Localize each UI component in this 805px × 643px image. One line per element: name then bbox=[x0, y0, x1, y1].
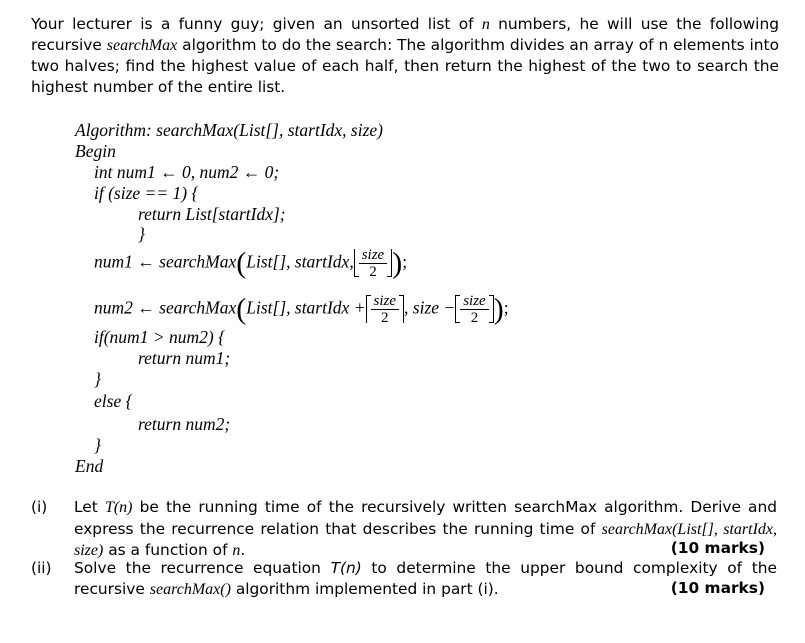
num2-args: List[], startIdx + bbox=[246, 297, 366, 318]
question-math: searchMax() bbox=[149, 580, 231, 598]
question-text: . bbox=[240, 541, 246, 559]
question-text: algorithm implemented in part (i). bbox=[230, 579, 499, 598]
question-text: be the running time of the recursively written searchMax algorithm. Derive and express the recurrence relation that describes the running time of bbox=[74, 498, 777, 538]
question-label: (i) bbox=[31, 498, 48, 516]
close-paren: ) bbox=[493, 292, 504, 326]
question-text: Let bbox=[74, 498, 105, 516]
algorithm-close-brace-1: } bbox=[138, 224, 145, 244]
floor-bracket bbox=[455, 293, 494, 326]
algorithm-num2-line bbox=[94, 293, 509, 326]
fraction-numerator: size bbox=[359, 247, 388, 264]
algorithm-return-num2: return num2; bbox=[138, 414, 231, 434]
algorithm-if-compare: if(num1 > num2) { bbox=[94, 327, 226, 347]
num2-middle: , size − bbox=[404, 297, 456, 318]
fraction-numerator: size bbox=[371, 293, 400, 310]
algorithm-begin: Begin bbox=[75, 141, 116, 161]
algorithm-else: else { bbox=[94, 391, 133, 411]
num1-prefix: num1 ← searchMax bbox=[94, 251, 237, 272]
intro-text-3: algorithm to do the search: The algorithm divides an array of n elements into two halves; find the highest value of each half, then return the highest of the two to search the highest number of the entire list. bbox=[31, 36, 780, 96]
open-paren: ( bbox=[236, 246, 247, 280]
open-paren: ( bbox=[236, 292, 247, 326]
question-math: n bbox=[232, 542, 241, 559]
algorithm-return-list: return List[startIdx]; bbox=[138, 204, 286, 224]
fraction bbox=[359, 247, 388, 280]
fraction-denominator: 2 bbox=[470, 310, 479, 326]
algorithm-declaration: int num1 ← 0, num2 ← 0; bbox=[94, 162, 280, 182]
intro-function-name: searchMax bbox=[106, 37, 178, 55]
question-marks: (10 marks) bbox=[670, 539, 765, 557]
question-math: T(n) bbox=[104, 499, 133, 516]
algorithm-close-brace-2: } bbox=[94, 369, 101, 389]
semicolon: ; bbox=[402, 251, 408, 272]
algorithm-if-size: if (size == 1) { bbox=[94, 183, 199, 203]
fraction bbox=[371, 293, 400, 326]
algorithm-return-num1: return num1; bbox=[138, 348, 231, 368]
intro-text-2: numbers, he will use the following recursive bbox=[31, 15, 779, 55]
close-paren: ) bbox=[392, 246, 403, 280]
question-math: T(n) bbox=[330, 559, 362, 577]
fraction-numerator: size bbox=[460, 293, 489, 310]
fraction-denominator: 2 bbox=[381, 310, 389, 326]
algorithm-end: End bbox=[75, 456, 104, 476]
algorithm-close-brace-3: } bbox=[94, 435, 101, 455]
algorithm-num1-line bbox=[94, 247, 407, 280]
question-math: searchMax(List[], startIdx, size) bbox=[74, 520, 777, 559]
fraction-denominator: 2 bbox=[369, 264, 377, 280]
ceil-bracket bbox=[366, 293, 405, 326]
question-text: as a function of bbox=[103, 541, 233, 559]
question-i bbox=[31, 497, 777, 562]
fraction bbox=[460, 293, 489, 326]
question-text: Solve the recurrence equation bbox=[74, 559, 331, 577]
question-label: (ii) bbox=[31, 559, 52, 577]
num2-prefix: num2 ← searchMax bbox=[94, 297, 237, 318]
intro-text-1: Your lecturer is a funny guy; given an unsorted list of bbox=[31, 15, 482, 33]
intro-n: n bbox=[481, 16, 490, 33]
problem-intro bbox=[31, 14, 779, 97]
num1-args: List[], startIdx, bbox=[246, 251, 354, 272]
question-marks: (10 marks) bbox=[670, 579, 765, 597]
semicolon: ; bbox=[503, 297, 509, 318]
floor-bracket bbox=[354, 247, 393, 280]
question-ii bbox=[31, 558, 777, 600]
question-text: to determine the upper bound complexity of the recursive bbox=[74, 559, 777, 598]
algorithm-header: Algorithm: searchMax(List[], startIdx, size) bbox=[75, 120, 384, 140]
